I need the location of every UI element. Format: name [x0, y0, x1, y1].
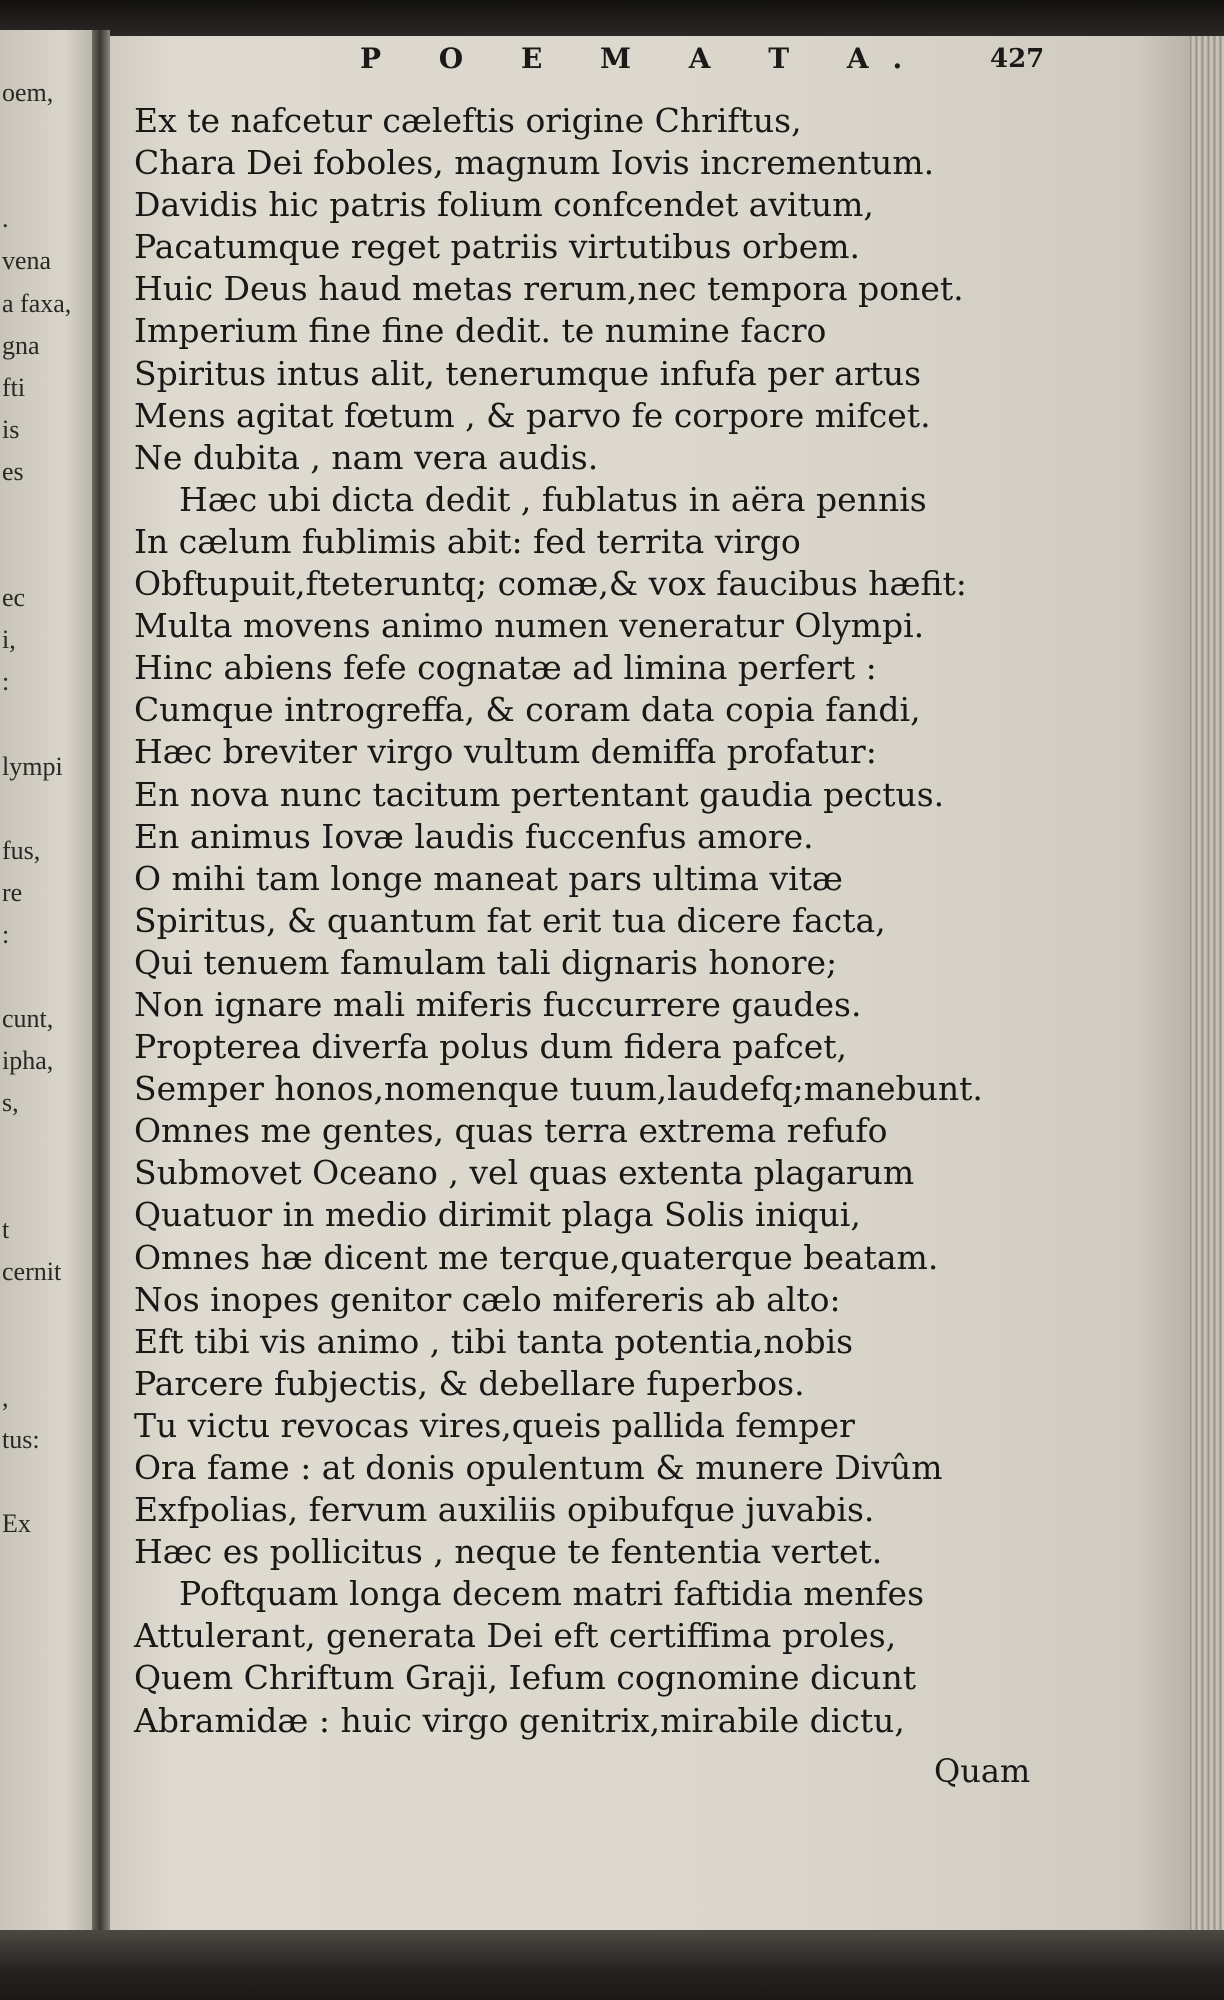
verse-line: Hæc ubi dicta dedit , fublatus in aëra pennis	[179, 479, 927, 519]
verse-line: Hinc abiens fefe cognatæ ad limina perfert :	[134, 648, 877, 688]
facing-page-fragment: tus:	[2, 1425, 40, 1455]
facing-page-fragment: ipha,	[2, 1046, 54, 1076]
facing-page-fragment: oem,	[2, 78, 54, 107]
facing-page-fragment: lympi	[2, 751, 63, 781]
verse-line: Ex te nafcetur cæleftis origine Chriftus,	[134, 101, 802, 140]
verse-line: Abramidæ : huic virgo genitrix,mirabile dictu,	[134, 1700, 905, 1740]
verse-line: Attulerant, generata Dei eft certiffima proles,	[134, 1616, 897, 1656]
verse-line: En animus Iovæ laudis fuccenfus amore.	[134, 816, 814, 856]
verse-line: Imperium fine fine dedit. te numine facro	[134, 311, 827, 351]
verse-line: Submovet Oceano , vel quas extenta plagarum	[134, 1153, 915, 1193]
facing-page-fragment: gna	[2, 330, 40, 360]
facing-page-left	[0, 30, 92, 1945]
verse-line: O mihi tam longe maneat pars ultima vitæ	[134, 858, 843, 898]
verse-line: Eft tibi vis animo , tibi tanta potentia,nobis	[134, 1321, 854, 1361]
page-edges	[1190, 36, 1224, 1936]
bottom-shadow-band	[0, 1930, 1224, 2000]
facing-page-fragment: :	[2, 920, 10, 949]
top-shadow-band	[0, 0, 1224, 36]
facing-page-fragment: .	[2, 204, 9, 234]
verse-line: Parcere fubjectis, & debellare fuperbos.	[134, 1363, 805, 1403]
verse-line: Huic Deus haud metas rerum,nec tempora ponet.	[134, 269, 964, 309]
verse-line: Exfpolias, fervum auxiliis opibufque juvabis.	[134, 1490, 875, 1530]
facing-page-fragment: fti	[2, 372, 26, 402]
verse-line: Multa movens animo numen veneratur Olympi.	[134, 606, 925, 646]
facing-page-fragment: t	[2, 1214, 10, 1244]
facing-page-fragment: ec	[2, 583, 26, 613]
verse-line: In cælum fublimis abit: fed territa virgo	[134, 521, 801, 561]
verse-line: Quem Chriftum Graji, Iefum cognomine dicunt	[134, 1658, 916, 1698]
facing-page-fragment: is	[2, 414, 20, 444]
verse-line: Obftupuit,fteteruntq; comæ,& vox faucibus hæfit:	[134, 564, 967, 604]
verse-line: Omnes me gentes, quas terra extrema refufo	[134, 1111, 888, 1151]
poem-text	[134, 100, 1114, 1742]
facing-page-fragment: fus,	[2, 835, 41, 865]
running-head-title: P O E M A T A.	[360, 42, 927, 75]
facing-page-fragment: vena	[2, 246, 52, 276]
verse-line: Nos inopes genitor cælo mifereris ab alto:	[134, 1279, 841, 1319]
verse-line: Spiritus, & quantum fat erit tua dicere facta,	[134, 900, 886, 940]
verse-line: Cumque introgreffa, & coram data copia fandi,	[134, 690, 921, 730]
verse-line: Qui tenuem famulam tali dignaris honore;	[134, 942, 838, 982]
verse-line: En nova nunc tacitum pertentant gaudia pectus.	[134, 774, 945, 814]
catchword: Quam	[934, 1752, 1031, 1790]
verse-line: Ne dubita , nam vera audis.	[134, 437, 599, 477]
verse-line: Propterea diverfa polus dum fidera pafcet,	[134, 1027, 847, 1067]
verse-line: Tu victu revocas vires,queis pallida femper	[134, 1405, 855, 1445]
verse-line: Ora fame : at donis opulentum & munere Divûm	[134, 1448, 943, 1487]
verse-line: Chara Dei foboles, magnum Iovis incrementum.	[134, 143, 935, 183]
facing-page-fragment: a faxa,	[2, 288, 72, 318]
verse-line: Spiritus intus alit, tenerumque infufa per artus	[134, 353, 922, 393]
verse-line: Poftquam longa decem matri faftidia menfes	[179, 1574, 925, 1614]
verse-line: Pacatumque reget patriis virtutibus orbem.	[134, 227, 861, 267]
verse-line: Semper honos,nomenque tuum,laudefq;manebunt.	[134, 1069, 983, 1109]
facing-page-fragment: i,	[2, 625, 16, 655]
facing-page-fragment: cunt,	[2, 1004, 54, 1034]
verse-line: Davidis hic patris folium confcendet avitum,	[134, 185, 874, 225]
verse-line: Non ignare mali miferis fuccurrere gaudes.	[134, 984, 862, 1024]
facing-page-fragment: cernit	[2, 1256, 62, 1286]
running-head	[250, 42, 1050, 82]
facing-page-fragment: Ex	[2, 1509, 31, 1539]
facing-page-fragment: :	[2, 667, 10, 697]
verse-line: Quatuor in medio dirimit plaga Solis iniqui,	[134, 1195, 861, 1235]
facing-page-fragment: s,	[2, 1088, 19, 1118]
verse-line: Omnes hæ dicent me terque,quaterque beatam.	[134, 1237, 939, 1277]
verse-line: Hæc es pollicitus , neque te fententia vertet.	[134, 1532, 883, 1572]
facing-page-fragment: es	[2, 456, 24, 486]
page-number: 427	[990, 44, 1045, 74]
verse-line: Hæc breviter virgo vultum demiffa profatur:	[134, 732, 877, 772]
verse-line: Mens agitat fœtum , & parvo fe corpore mifcet.	[134, 395, 931, 435]
facing-page-fragment: ,	[2, 1383, 9, 1413]
facing-page-fragment: re	[2, 877, 23, 907]
book-gutter	[92, 30, 110, 1945]
